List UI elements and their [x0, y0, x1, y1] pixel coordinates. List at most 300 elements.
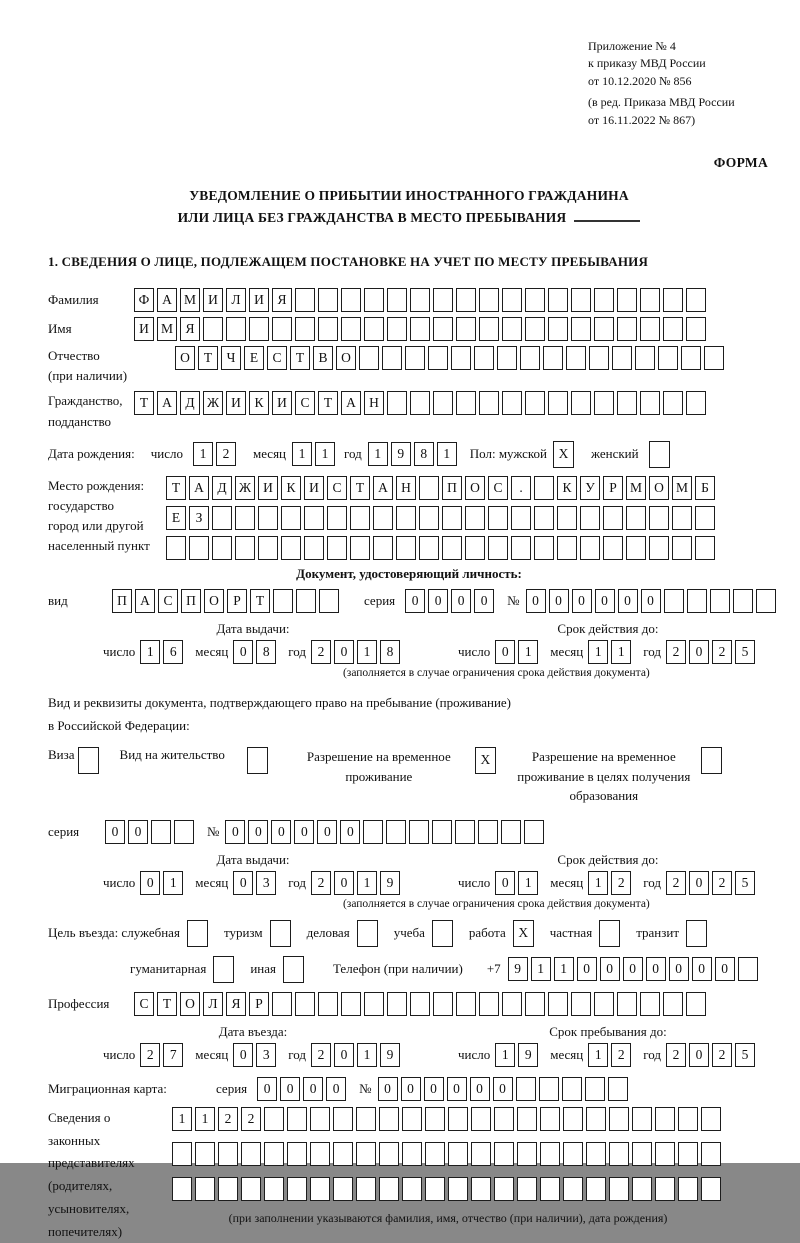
- char-box[interactable]: [241, 1177, 261, 1201]
- char-box[interactable]: [425, 1107, 445, 1131]
- char-box[interactable]: Т: [166, 476, 186, 500]
- char-box[interactable]: [409, 820, 429, 844]
- char-box[interactable]: [341, 992, 361, 1016]
- char-box[interactable]: 0: [105, 820, 125, 844]
- char-box[interactable]: [548, 288, 568, 312]
- char-box[interactable]: 0: [378, 1077, 398, 1101]
- char-box[interactable]: 0: [317, 820, 337, 844]
- char-box[interactable]: [681, 346, 701, 370]
- char-box[interactable]: Т: [157, 992, 177, 1016]
- char-box[interactable]: [356, 1107, 376, 1131]
- char-box[interactable]: Я: [272, 288, 292, 312]
- char-box[interactable]: [571, 391, 591, 415]
- char-box[interactable]: [281, 536, 301, 560]
- char-box[interactable]: 0: [233, 871, 253, 895]
- char-box[interactable]: 0: [692, 957, 712, 981]
- char-box[interactable]: 0: [248, 820, 268, 844]
- char-box[interactable]: [566, 346, 586, 370]
- char-box[interactable]: М: [672, 476, 692, 500]
- char-box[interactable]: 2: [712, 1043, 732, 1067]
- char-box[interactable]: [525, 992, 545, 1016]
- char-box[interactable]: 0: [470, 1077, 490, 1101]
- char-box[interactable]: С: [134, 992, 154, 1016]
- char-box[interactable]: [212, 536, 232, 560]
- char-box[interactable]: 0: [326, 1077, 346, 1101]
- char-box[interactable]: [471, 1177, 491, 1201]
- char-box[interactable]: [617, 317, 637, 341]
- other-checkbox[interactable]: [283, 956, 307, 983]
- char-box[interactable]: Т: [250, 589, 270, 613]
- char-box[interactable]: [534, 506, 554, 530]
- char-box[interactable]: В: [313, 346, 333, 370]
- char-box[interactable]: [540, 1107, 560, 1131]
- char-box[interactable]: П: [442, 476, 462, 500]
- char-box[interactable]: 2: [712, 871, 732, 895]
- char-box[interactable]: [524, 820, 544, 844]
- char-box[interactable]: [562, 1077, 582, 1101]
- work-checkbox[interactable]: [513, 920, 537, 947]
- char-box[interactable]: [663, 391, 683, 415]
- char-box[interactable]: 0: [495, 640, 515, 664]
- char-box[interactable]: 9: [391, 442, 411, 466]
- char-box[interactable]: 0: [526, 589, 546, 613]
- char-box[interactable]: [382, 346, 402, 370]
- char-box[interactable]: [272, 992, 292, 1016]
- char-box[interactable]: 0: [233, 1043, 253, 1067]
- char-box[interactable]: Д: [180, 391, 200, 415]
- char-box[interactable]: 0: [689, 1043, 709, 1067]
- char-box[interactable]: С: [295, 391, 315, 415]
- char-box[interactable]: [264, 1107, 284, 1131]
- char-box[interactable]: 0: [447, 1077, 467, 1101]
- char-box[interactable]: 0: [140, 871, 160, 895]
- char-box[interactable]: И: [249, 288, 269, 312]
- temp-permit-checkbox[interactable]: [475, 747, 499, 774]
- char-box[interactable]: И: [272, 391, 292, 415]
- char-box[interactable]: 0: [572, 589, 592, 613]
- char-box[interactable]: [310, 1107, 330, 1131]
- char-box[interactable]: 1: [357, 871, 377, 895]
- char-box[interactable]: 1: [357, 1043, 377, 1067]
- char-box[interactable]: [410, 391, 430, 415]
- char-box[interactable]: [456, 288, 476, 312]
- char-box[interactable]: [479, 992, 499, 1016]
- char-box[interactable]: [517, 1177, 537, 1201]
- char-box[interactable]: [502, 391, 522, 415]
- char-box[interactable]: М: [626, 476, 646, 500]
- char-box[interactable]: [635, 346, 655, 370]
- char-box[interactable]: [218, 1142, 238, 1166]
- char-box[interactable]: Д: [212, 476, 232, 500]
- char-box[interactable]: Ф: [134, 288, 154, 312]
- char-box[interactable]: [364, 992, 384, 1016]
- char-box[interactable]: [419, 506, 439, 530]
- char-box[interactable]: [609, 1142, 629, 1166]
- char-box[interactable]: [172, 1142, 192, 1166]
- char-box[interactable]: [640, 288, 660, 312]
- char-box[interactable]: [195, 1142, 215, 1166]
- char-box[interactable]: О: [465, 476, 485, 500]
- char-box[interactable]: [333, 1142, 353, 1166]
- char-box[interactable]: [456, 391, 476, 415]
- char-box[interactable]: [442, 536, 462, 560]
- char-box[interactable]: [341, 288, 361, 312]
- char-box[interactable]: 0: [595, 589, 615, 613]
- char-box[interactable]: [247, 747, 268, 774]
- char-box[interactable]: [701, 1107, 721, 1131]
- char-box[interactable]: Т: [318, 391, 338, 415]
- char-box[interactable]: [701, 1177, 721, 1201]
- char-box[interactable]: [410, 317, 430, 341]
- char-box[interactable]: [350, 536, 370, 560]
- char-box[interactable]: Т: [134, 391, 154, 415]
- char-box[interactable]: 0: [618, 589, 638, 613]
- char-box[interactable]: [649, 441, 670, 468]
- char-box[interactable]: [548, 992, 568, 1016]
- char-box[interactable]: 9: [508, 957, 528, 981]
- char-box[interactable]: К: [557, 476, 577, 500]
- char-box[interactable]: [686, 288, 706, 312]
- char-box[interactable]: [609, 1177, 629, 1201]
- char-box[interactable]: П: [181, 589, 201, 613]
- char-box[interactable]: [548, 317, 568, 341]
- char-box[interactable]: [563, 1142, 583, 1166]
- char-box[interactable]: [655, 1177, 675, 1201]
- char-box[interactable]: Р: [603, 476, 623, 500]
- char-box[interactable]: 1: [554, 957, 574, 981]
- char-box[interactable]: [632, 1107, 652, 1131]
- char-box[interactable]: 0: [493, 1077, 513, 1101]
- char-box[interactable]: [557, 536, 577, 560]
- char-box[interactable]: [548, 391, 568, 415]
- char-box[interactable]: [172, 1177, 192, 1201]
- char-box[interactable]: [603, 536, 623, 560]
- char-box[interactable]: [571, 992, 591, 1016]
- char-box[interactable]: [585, 1077, 605, 1101]
- char-box[interactable]: [327, 506, 347, 530]
- char-box[interactable]: [655, 1107, 675, 1131]
- char-box[interactable]: Л: [203, 992, 223, 1016]
- char-box[interactable]: [295, 992, 315, 1016]
- char-box[interactable]: [425, 1177, 445, 1201]
- char-box[interactable]: 9: [518, 1043, 538, 1067]
- char-box[interactable]: [419, 536, 439, 560]
- char-box[interactable]: [501, 820, 521, 844]
- char-box[interactable]: Е: [244, 346, 264, 370]
- char-box[interactable]: [686, 317, 706, 341]
- char-box[interactable]: [258, 536, 278, 560]
- char-box[interactable]: 3: [256, 1043, 276, 1067]
- char-box[interactable]: О: [180, 992, 200, 1016]
- char-box[interactable]: [695, 506, 715, 530]
- char-box[interactable]: [356, 1177, 376, 1201]
- char-box[interactable]: [357, 920, 378, 947]
- temp-permit-edu-checkbox[interactable]: [701, 747, 725, 774]
- char-box[interactable]: 2: [666, 871, 686, 895]
- char-box[interactable]: [379, 1142, 399, 1166]
- char-box[interactable]: X: [553, 441, 574, 468]
- char-box[interactable]: 0: [405, 589, 425, 613]
- char-box[interactable]: [525, 317, 545, 341]
- char-box[interactable]: [402, 1177, 422, 1201]
- char-box[interactable]: Н: [396, 476, 416, 500]
- char-box[interactable]: [502, 288, 522, 312]
- char-box[interactable]: [655, 1142, 675, 1166]
- char-box[interactable]: [433, 288, 453, 312]
- char-box[interactable]: [373, 536, 393, 560]
- char-box[interactable]: [359, 346, 379, 370]
- char-box[interactable]: [419, 476, 439, 500]
- char-box[interactable]: [580, 506, 600, 530]
- char-box[interactable]: X: [475, 747, 496, 774]
- char-box[interactable]: [410, 992, 430, 1016]
- char-box[interactable]: [594, 992, 614, 1016]
- char-box[interactable]: [287, 1142, 307, 1166]
- char-box[interactable]: [479, 317, 499, 341]
- char-box[interactable]: А: [135, 589, 155, 613]
- char-box[interactable]: [594, 391, 614, 415]
- char-box[interactable]: [396, 536, 416, 560]
- char-box[interactable]: С: [158, 589, 178, 613]
- char-box[interactable]: [557, 506, 577, 530]
- char-box[interactable]: З: [189, 506, 209, 530]
- char-box[interactable]: [433, 992, 453, 1016]
- char-box[interactable]: О: [175, 346, 195, 370]
- char-box[interactable]: 5: [735, 1043, 755, 1067]
- char-box[interactable]: 0: [623, 957, 643, 981]
- char-box[interactable]: [455, 820, 475, 844]
- char-box[interactable]: 2: [311, 1043, 331, 1067]
- char-box[interactable]: [448, 1107, 468, 1131]
- char-box[interactable]: Ч: [221, 346, 241, 370]
- char-box[interactable]: 0: [715, 957, 735, 981]
- char-box[interactable]: [494, 1107, 514, 1131]
- char-box[interactable]: [608, 1077, 628, 1101]
- char-box[interactable]: [295, 317, 315, 341]
- char-box[interactable]: [640, 317, 660, 341]
- char-box[interactable]: [310, 1177, 330, 1201]
- char-box[interactable]: [488, 536, 508, 560]
- char-box[interactable]: 8: [380, 640, 400, 664]
- char-box[interactable]: 8: [414, 442, 434, 466]
- char-box[interactable]: [603, 506, 623, 530]
- char-box[interactable]: [235, 506, 255, 530]
- char-box[interactable]: 5: [735, 640, 755, 664]
- char-box[interactable]: 2: [311, 640, 331, 664]
- char-box[interactable]: [151, 820, 171, 844]
- char-box[interactable]: [511, 506, 531, 530]
- char-box[interactable]: 0: [233, 640, 253, 664]
- char-box[interactable]: [617, 992, 637, 1016]
- char-box[interactable]: [664, 589, 684, 613]
- char-box[interactable]: [387, 992, 407, 1016]
- char-box[interactable]: П: [112, 589, 132, 613]
- char-box[interactable]: [281, 506, 301, 530]
- char-box[interactable]: [356, 1142, 376, 1166]
- char-box[interactable]: [471, 1142, 491, 1166]
- char-box[interactable]: [318, 317, 338, 341]
- char-box[interactable]: [364, 288, 384, 312]
- char-box[interactable]: [428, 346, 448, 370]
- char-box[interactable]: [387, 391, 407, 415]
- char-box[interactable]: О: [336, 346, 356, 370]
- char-box[interactable]: [756, 589, 776, 613]
- char-box[interactable]: [678, 1177, 698, 1201]
- char-box[interactable]: К: [281, 476, 301, 500]
- char-box[interactable]: [287, 1177, 307, 1201]
- char-box[interactable]: А: [373, 476, 393, 500]
- char-box[interactable]: [287, 1107, 307, 1131]
- char-box[interactable]: [649, 536, 669, 560]
- char-box[interactable]: 0: [303, 1077, 323, 1101]
- char-box[interactable]: [534, 476, 554, 500]
- char-box[interactable]: [379, 1107, 399, 1131]
- char-box[interactable]: 3: [256, 871, 276, 895]
- char-box[interactable]: [448, 1142, 468, 1166]
- char-box[interactable]: 1: [172, 1107, 192, 1131]
- char-box[interactable]: [502, 317, 522, 341]
- transit-checkbox[interactable]: [686, 920, 710, 947]
- char-box[interactable]: Б: [695, 476, 715, 500]
- char-box[interactable]: 0: [334, 871, 354, 895]
- char-box[interactable]: М: [180, 288, 200, 312]
- char-box[interactable]: [474, 346, 494, 370]
- char-box[interactable]: [733, 589, 753, 613]
- char-box[interactable]: [471, 1107, 491, 1131]
- char-box[interactable]: 0: [669, 957, 689, 981]
- char-box[interactable]: 1: [140, 640, 160, 664]
- char-box[interactable]: 8: [256, 640, 276, 664]
- char-box[interactable]: 7: [163, 1043, 183, 1067]
- char-box[interactable]: [701, 747, 722, 774]
- char-box[interactable]: [511, 536, 531, 560]
- char-box[interactable]: 2: [218, 1107, 238, 1131]
- char-box[interactable]: 0: [334, 640, 354, 664]
- char-box[interactable]: [213, 956, 234, 983]
- char-box[interactable]: [738, 957, 758, 981]
- char-box[interactable]: [203, 317, 223, 341]
- char-box[interactable]: [520, 346, 540, 370]
- char-box[interactable]: 0: [401, 1077, 421, 1101]
- char-box[interactable]: [516, 1077, 536, 1101]
- char-box[interactable]: С: [327, 476, 347, 500]
- char-box[interactable]: [626, 536, 646, 560]
- char-box[interactable]: [249, 317, 269, 341]
- char-box[interactable]: [304, 536, 324, 560]
- char-box[interactable]: 1: [195, 1107, 215, 1131]
- char-box[interactable]: [272, 317, 292, 341]
- char-box[interactable]: И: [304, 476, 324, 500]
- char-box[interactable]: [612, 346, 632, 370]
- char-box[interactable]: [432, 820, 452, 844]
- char-box[interactable]: [640, 391, 660, 415]
- char-box[interactable]: Е: [166, 506, 186, 530]
- char-box[interactable]: [425, 1142, 445, 1166]
- char-box[interactable]: Я: [180, 317, 200, 341]
- private-checkbox[interactable]: [599, 920, 623, 947]
- char-box[interactable]: [264, 1177, 284, 1201]
- char-box[interactable]: Р: [227, 589, 247, 613]
- char-box[interactable]: 0: [689, 871, 709, 895]
- char-box[interactable]: 2: [611, 1043, 631, 1067]
- char-box[interactable]: 5: [735, 871, 755, 895]
- char-box[interactable]: К: [249, 391, 269, 415]
- char-box[interactable]: 1: [495, 1043, 515, 1067]
- char-box[interactable]: [465, 536, 485, 560]
- char-box[interactable]: И: [134, 317, 154, 341]
- char-box[interactable]: [563, 1107, 583, 1131]
- char-box[interactable]: 0: [257, 1077, 277, 1101]
- tourism-checkbox[interactable]: [270, 920, 294, 947]
- char-box[interactable]: 0: [451, 589, 471, 613]
- char-box[interactable]: [405, 346, 425, 370]
- char-box[interactable]: [174, 820, 194, 844]
- char-box[interactable]: [571, 288, 591, 312]
- char-box[interactable]: [525, 391, 545, 415]
- business-checkbox[interactable]: [357, 920, 381, 947]
- char-box[interactable]: [166, 536, 186, 560]
- char-box[interactable]: 9: [380, 1043, 400, 1067]
- char-box[interactable]: [318, 288, 338, 312]
- char-box[interactable]: [304, 506, 324, 530]
- char-box[interactable]: 0: [577, 957, 597, 981]
- char-box[interactable]: [195, 1177, 215, 1201]
- char-box[interactable]: [586, 1177, 606, 1201]
- char-box[interactable]: [212, 506, 232, 530]
- char-box[interactable]: [710, 589, 730, 613]
- char-box[interactable]: 0: [689, 640, 709, 664]
- char-box[interactable]: [640, 992, 660, 1016]
- char-box[interactable]: 0: [294, 820, 314, 844]
- char-box[interactable]: И: [258, 476, 278, 500]
- char-box[interactable]: 1: [163, 871, 183, 895]
- char-box[interactable]: 0: [334, 1043, 354, 1067]
- char-box[interactable]: [540, 1142, 560, 1166]
- char-box[interactable]: [364, 317, 384, 341]
- char-box[interactable]: [663, 288, 683, 312]
- char-box[interactable]: [586, 1107, 606, 1131]
- char-box[interactable]: [387, 288, 407, 312]
- char-box[interactable]: О: [204, 589, 224, 613]
- char-box[interactable]: 0: [549, 589, 569, 613]
- char-box[interactable]: Л: [226, 288, 246, 312]
- char-box[interactable]: 6: [163, 640, 183, 664]
- char-box[interactable]: [456, 317, 476, 341]
- char-box[interactable]: [448, 1177, 468, 1201]
- char-box[interactable]: [363, 820, 383, 844]
- char-box[interactable]: 1: [611, 640, 631, 664]
- char-box[interactable]: 1: [518, 871, 538, 895]
- char-box[interactable]: 0: [474, 589, 494, 613]
- char-box[interactable]: [402, 1142, 422, 1166]
- char-box[interactable]: 2: [216, 442, 236, 466]
- char-box[interactable]: [497, 346, 517, 370]
- char-box[interactable]: [433, 317, 453, 341]
- char-box[interactable]: 0: [646, 957, 666, 981]
- char-box[interactable]: [319, 589, 339, 613]
- char-box[interactable]: [517, 1142, 537, 1166]
- char-box[interactable]: [543, 346, 563, 370]
- char-box[interactable]: [187, 920, 208, 947]
- char-box[interactable]: [379, 1177, 399, 1201]
- char-box[interactable]: Ж: [235, 476, 255, 500]
- char-box[interactable]: [563, 1177, 583, 1201]
- char-box[interactable]: [626, 506, 646, 530]
- char-box[interactable]: 1: [518, 640, 538, 664]
- char-box[interactable]: 2: [311, 871, 331, 895]
- char-box[interactable]: [327, 536, 347, 560]
- char-box[interactable]: [494, 1142, 514, 1166]
